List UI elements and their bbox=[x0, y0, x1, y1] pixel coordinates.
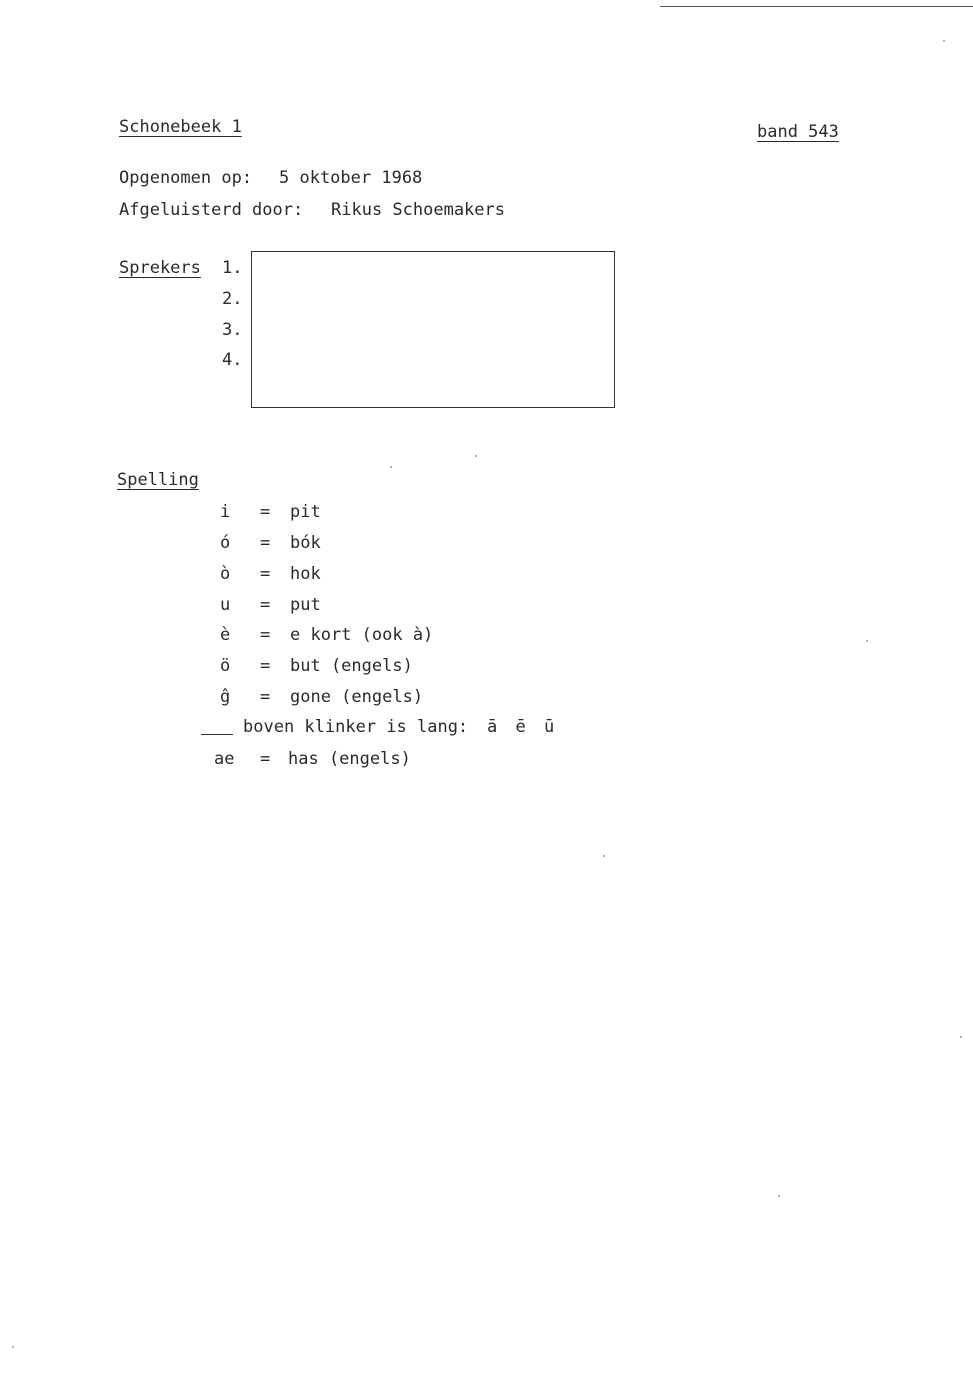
spelling-example: pit bbox=[290, 502, 321, 522]
speakers-label: Sprekers bbox=[119, 258, 201, 278]
transcribed-by-label: Afgeluisterd door: bbox=[119, 200, 304, 220]
spelling-symbol: è bbox=[220, 625, 231, 645]
transcribed-by-value: Rikus Schoemakers bbox=[331, 200, 505, 220]
long-vowel-note: boven klinker is lang: bbox=[243, 717, 469, 737]
spelling-example: gone (engels) bbox=[290, 687, 424, 707]
speaker-number-1: 1. bbox=[222, 258, 243, 278]
spelling-symbol: ò bbox=[220, 564, 231, 584]
speaker-number-2: 2. bbox=[222, 289, 243, 309]
spelling-symbol: ae bbox=[214, 749, 235, 769]
spelling-symbol: ó bbox=[220, 533, 231, 553]
document-title: Schonebeek 1 bbox=[119, 117, 242, 137]
spelling-example: hok bbox=[290, 564, 321, 584]
spelling-symbol: ĝ bbox=[220, 687, 231, 707]
equals-sign: = bbox=[260, 656, 271, 676]
equals-sign: = bbox=[260, 625, 271, 645]
spelling-example: but (engels) bbox=[290, 656, 413, 676]
speakers-redaction-box bbox=[251, 251, 615, 408]
scan-speck bbox=[866, 640, 868, 642]
spelling-symbol: u bbox=[220, 595, 231, 615]
recorded-on-label: Opgenomen op: bbox=[119, 168, 253, 188]
equals-sign: = bbox=[260, 687, 271, 707]
band-number: band 543 bbox=[757, 122, 839, 142]
top-edge-rule bbox=[660, 6, 973, 7]
scan-speck bbox=[12, 1346, 14, 1348]
spelling-example: bók bbox=[290, 533, 321, 553]
spelling-symbol: i bbox=[220, 502, 231, 522]
spelling-label: Spelling bbox=[117, 470, 199, 490]
scan-speck bbox=[960, 1036, 962, 1038]
long-vowel-bar bbox=[201, 734, 233, 735]
speaker-number-3: 3. bbox=[222, 320, 243, 340]
scan-speck bbox=[390, 466, 392, 468]
spelling-example: put bbox=[290, 595, 321, 615]
scan-speck bbox=[943, 40, 945, 42]
scan-speck bbox=[603, 855, 605, 857]
equals-sign: = bbox=[260, 564, 271, 584]
recorded-on-value: 5 oktober 1968 bbox=[279, 168, 423, 188]
spelling-example: has (engels) bbox=[288, 749, 411, 769]
scan-speck bbox=[778, 1195, 780, 1197]
speaker-number-4: 4. bbox=[222, 350, 243, 370]
spelling-symbol: ö bbox=[220, 656, 231, 676]
equals-sign: = bbox=[260, 502, 271, 522]
long-vowel-examples: ā ē ū bbox=[487, 717, 559, 737]
scan-speck bbox=[475, 455, 477, 457]
spelling-example: e kort (ook à) bbox=[290, 625, 434, 645]
equals-sign: = bbox=[260, 749, 271, 769]
equals-sign: = bbox=[260, 595, 271, 615]
equals-sign: = bbox=[260, 533, 271, 553]
